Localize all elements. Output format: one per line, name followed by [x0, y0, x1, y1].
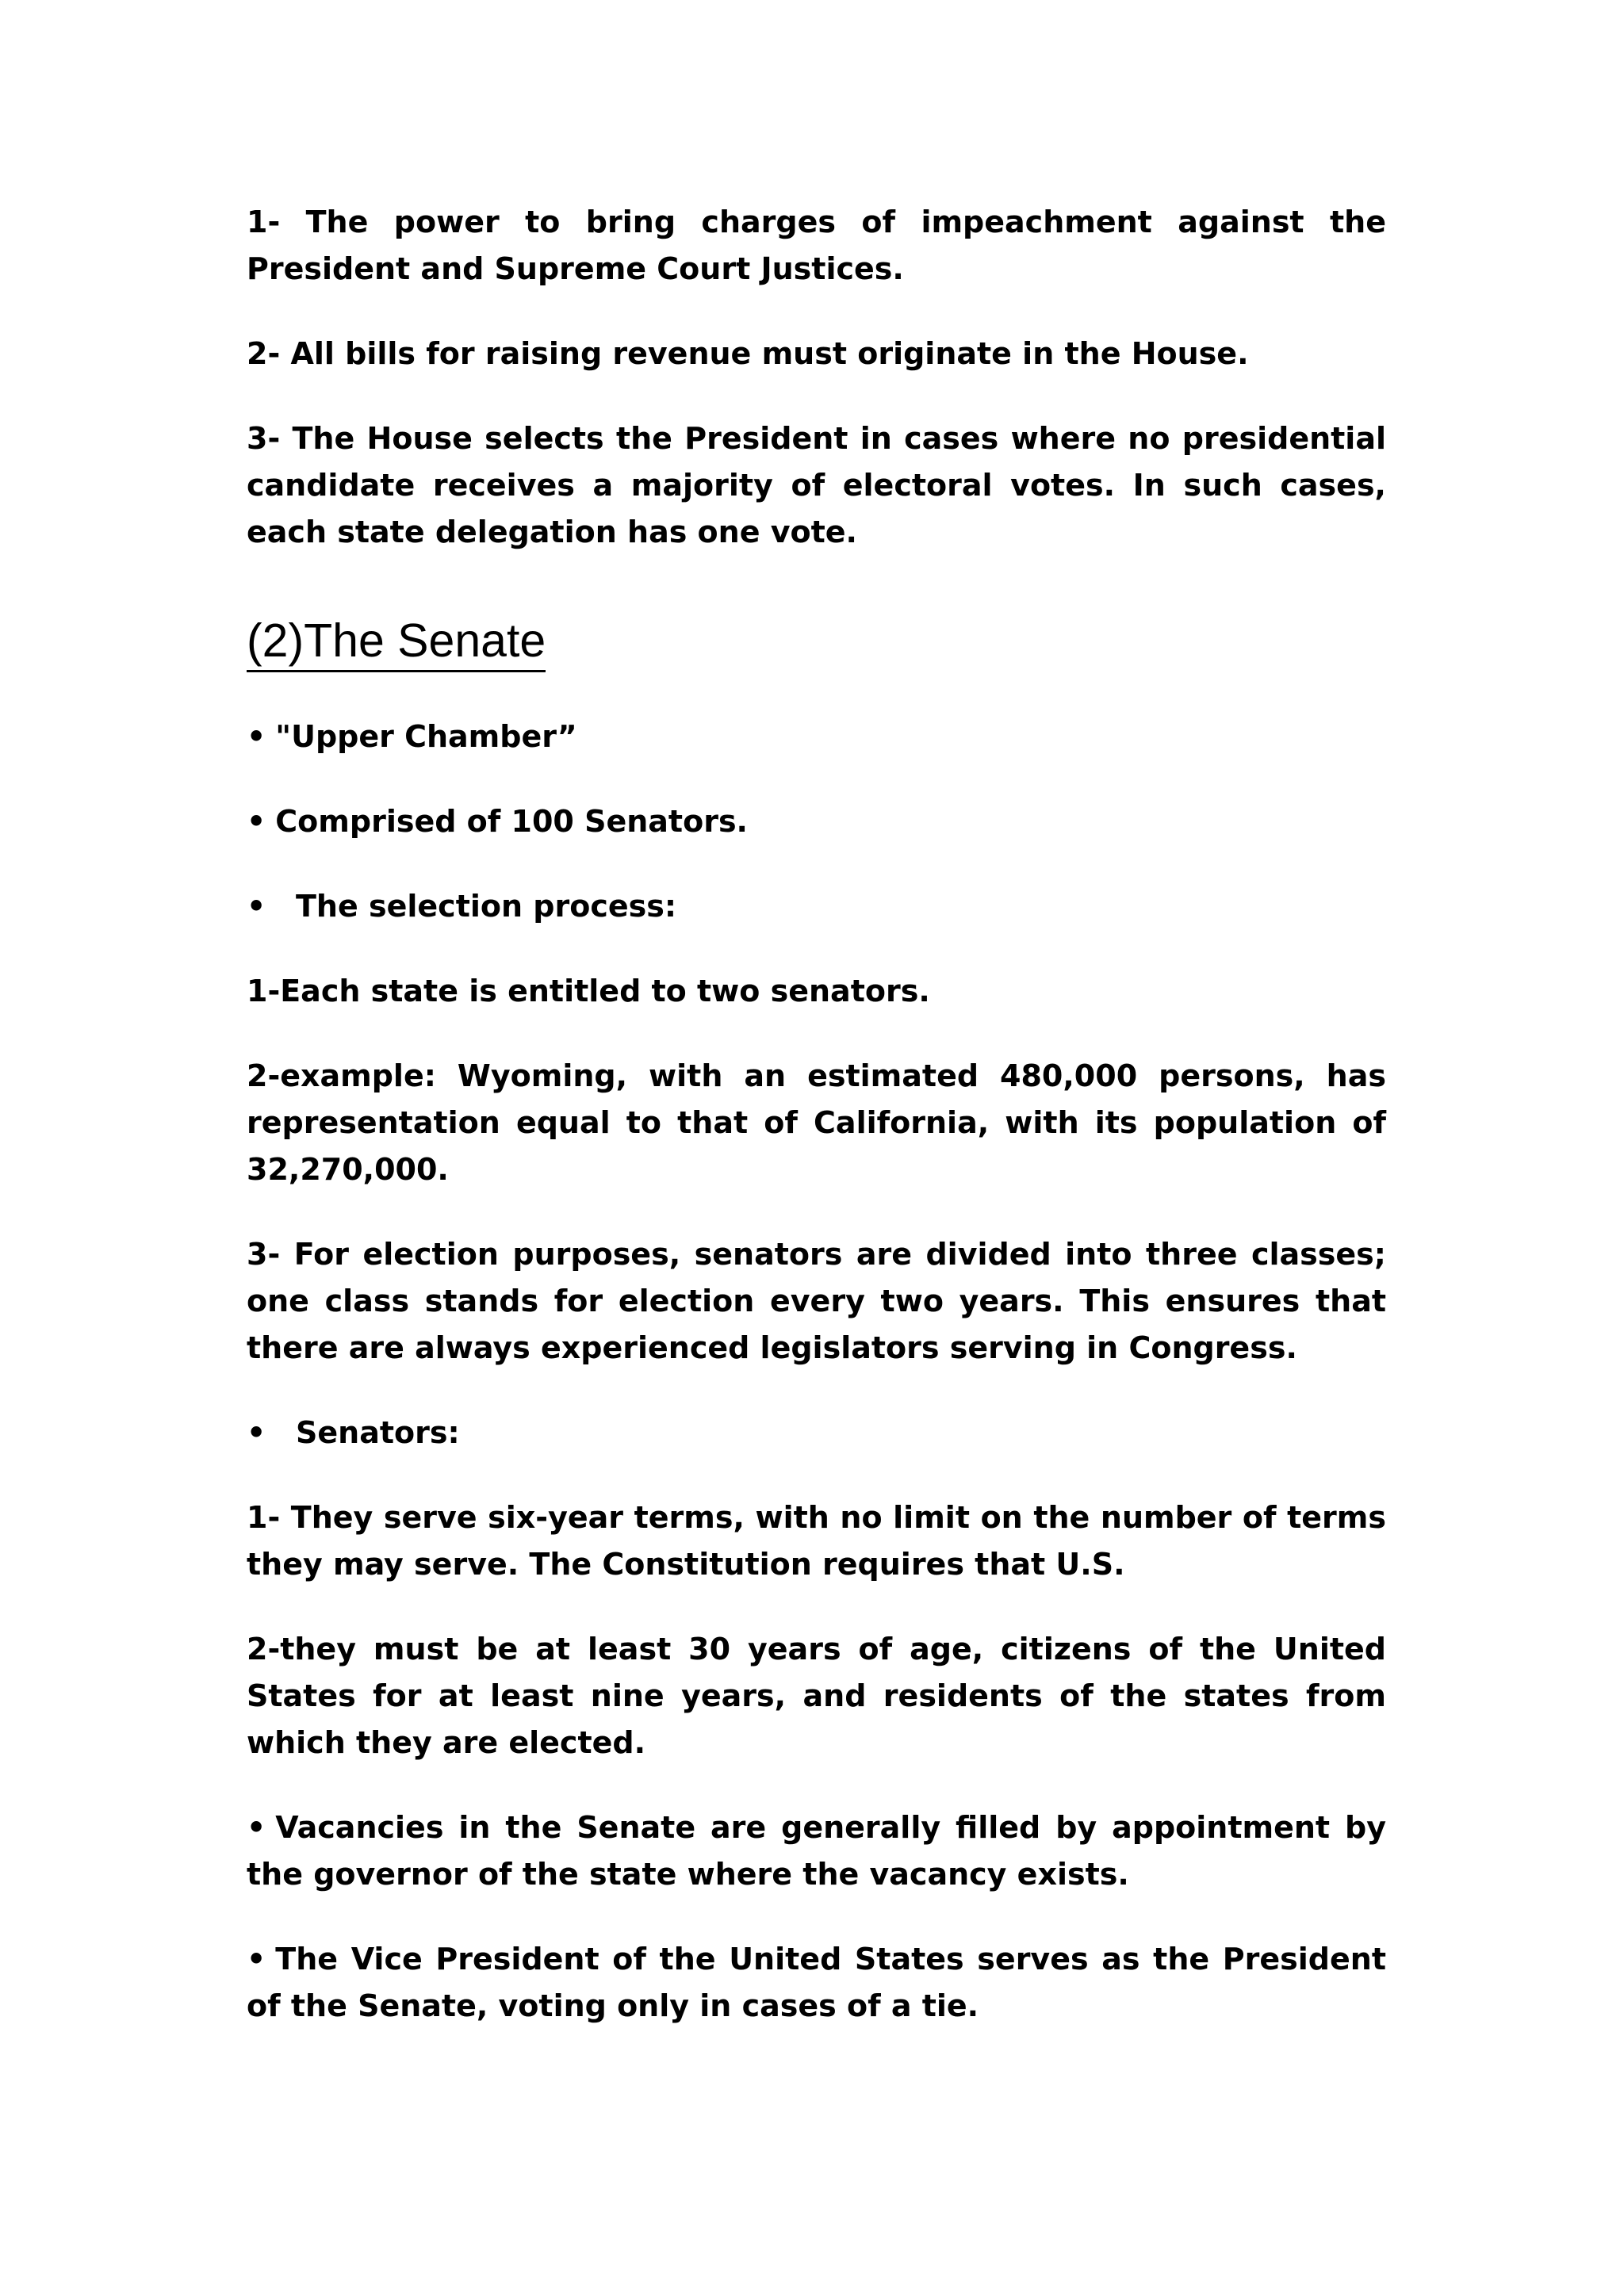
senators-label: Senators:: [296, 1415, 460, 1450]
house-power-2: 2- All bills for raising revenue must originate in the House.: [247, 336, 1249, 371]
upper-chamber-text: "Upper Chamber”: [275, 719, 577, 754]
bullet-icon: •: [247, 889, 266, 924]
house-power-1: 1- The power to bring charges of impeachment against the President and Supreme Court Justices.: [247, 205, 1386, 286]
house-power-3: 3- The House selects the President in cases where no presidential candidate receives a majority of electoral votes. In such cases, each state delegation has one vote.: [247, 421, 1386, 549]
bullet-vacancies: [247, 1804, 1386, 1898]
selection-item-2: 2-example: Wyoming, with an estimated 480,000 persons, has representation equal to that of California, with its population of 32,270,000.: [247, 1058, 1386, 1187]
comprised-text: Comprised of 100 Senators.: [275, 804, 748, 839]
document-body: [247, 199, 1386, 2068]
bullet-upper-chamber: [247, 714, 1386, 760]
bullet-icon: •: [247, 804, 266, 839]
senate-heading-wrap: [247, 594, 1386, 714]
bullet-icon: •: [247, 1415, 266, 1450]
selection-item-1: 1-Each state is entitled to two senators.: [247, 974, 930, 1008]
bullet-selection-process: [247, 883, 1386, 930]
senate-heading: (2)The Senate: [247, 613, 546, 672]
vacancies-text: Vacancies in the Senate are generally filled by appointment by the governor of the state where the vacancy exists.: [247, 1810, 1386, 1892]
bullet-icon: •: [247, 719, 266, 754]
bullet-senators: [247, 1410, 1386, 1456]
senator-item-2: 2-they must be at least 30 years of age, citizens of the United States for at least nine years, and residents of the states from which they are elected.: [247, 1632, 1386, 1760]
senator-item-1: 1- They serve six-year terms, with no limit on the number of terms they may serve. The Constitution requires that U.S.: [247, 1500, 1386, 1582]
bullet-comprised: [247, 798, 1386, 845]
selection-process-label: The selection process:: [296, 889, 677, 924]
bullet-icon: •: [247, 1810, 266, 1845]
bullet-vice-president: [247, 1936, 1386, 2030]
bullet-icon: •: [247, 1942, 266, 1976]
selection-item-3: 3- For election purposes, senators are divided into three classes; one class stands for election every two years. This ensures that there are always experienced legislators serving in Congress.: [247, 1237, 1386, 1365]
vice-president-text: The Vice President of the United States serves as the President of the Senate, voting only in cases of a tie.: [247, 1942, 1386, 2023]
